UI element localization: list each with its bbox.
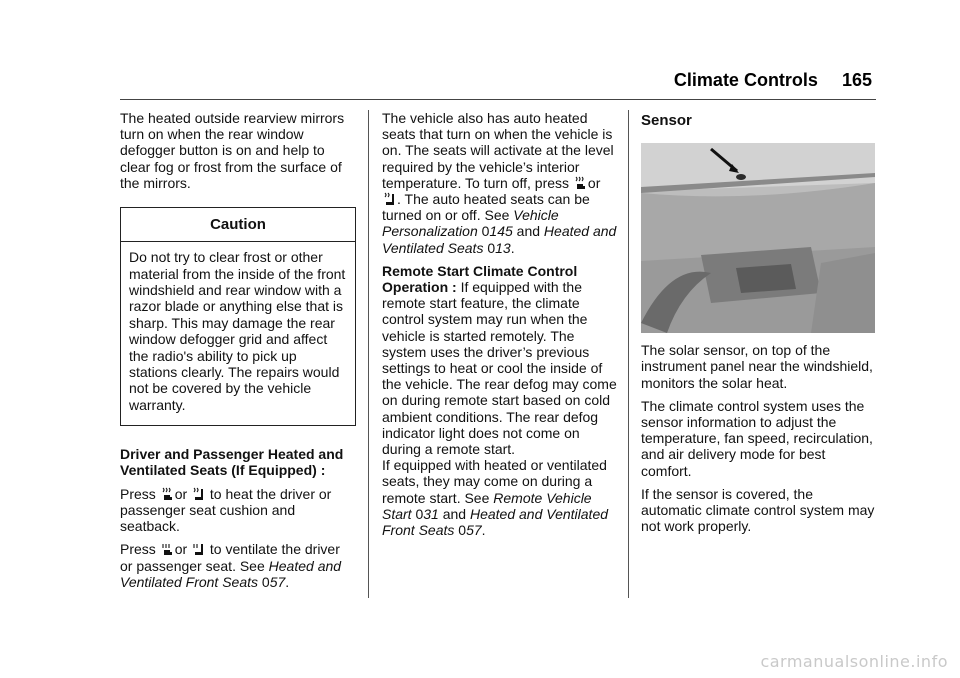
- sensor-paragraph-3: If the sensor is covered, the automatic climate control system may not work properly.: [641, 485, 875, 535]
- heated-seat-icon: [161, 487, 174, 501]
- link-heated-ventilated-front-seats[interactable]: Heated and Ventilated Front Seats: [120, 557, 342, 590]
- sensor-heading: Sensor: [641, 112, 692, 129]
- link-heated-ventilated-seats[interactable]: Heated and Ventilated Seats: [382, 223, 617, 256]
- caution-text: Do not try to clear frost or other material from the inside of the front windshield and rear window with a razor blade or anything else that is sharp. This may damage the rear window defogger grid and affect the radio's ability to pick up stations clearly. The repairs would not be covered by the vehicle warranty.: [129, 249, 346, 413]
- heated-seat-icon: [574, 176, 587, 190]
- ventilated-seatback-icon: [192, 542, 205, 556]
- vent-paragraph: Press or to ventilate the driver or passenger seat. See Heated and Ventilated Front Seats 057.: [120, 541, 342, 590]
- link-heated-ventilated-front-seats[interactable]: Heated and Ventilated Front Seats: [382, 505, 609, 539]
- heated-seats-heading: Driver and Passenger Heated and Ventilated Seats (If Equipped) :: [120, 446, 344, 479]
- link-remote-vehicle-start[interactable]: Remote Vehicle Start: [382, 489, 592, 522]
- sensor-paragraph-2: The climate control system uses the sensor information to adjust the temperature, fan speed, recirculation, and air delivery mode for best comfort.: [641, 397, 873, 479]
- heated-seatback-icon: [192, 487, 205, 501]
- remote-start-heading: Remote Start Climate Control Operation :: [382, 262, 578, 296]
- header-rule: [120, 99, 876, 100]
- column-3: [641, 110, 877, 541]
- caution-box: [120, 207, 356, 426]
- section-title: Climate Controls: [673, 70, 818, 90]
- watermark: carmanualsonline.info: [760, 652, 948, 671]
- column-divider-2: [628, 110, 629, 598]
- column-1: [120, 110, 356, 597]
- column-divider-1: [368, 110, 369, 598]
- mirrors-paragraph: The heated outside rearview mirrors turn on when the rear window defogger button is on and help to clear fog or frost from the surface of the mirrors.: [120, 110, 345, 191]
- link-vehicle-personalization[interactable]: Vehicle Personalization: [382, 207, 559, 240]
- page-header: [674, 70, 872, 91]
- caution-title: Caution: [121, 208, 355, 242]
- page-number: 165: [841, 70, 872, 90]
- heated-seatback-icon: [383, 192, 396, 206]
- remote-seats-paragraph: If equipped with heated or ventilated seats, they may come on during a remote start. See Remote Vehicle Start 031 and Heated and Ventilated Front Seats 057.: [382, 457, 609, 539]
- heat-paragraph: Press or to heat the driver or passenger seat cushion and seatback.: [120, 485, 332, 535]
- solar-sensor-photo: [641, 143, 875, 333]
- sensor-paragraph-1: The solar sensor, on top of the instrument panel near the windshield, monitors the solar heat.: [641, 342, 873, 391]
- remote-start-paragraph: Remote Start Climate Control Operation : If equipped with the remote start feature, the climate control system may run when the vehicle is started remotely. The system uses the driver’s previous settings to heat or cool the inside of the vehicle. The rear defog may come on during remote start based on cold ambient conditions. The rear defog indicator light does not come on during a remote start.: [382, 262, 617, 458]
- ventilated-seat-icon: [161, 542, 174, 556]
- column-2: [382, 110, 618, 545]
- auto-heated-paragraph: The vehicle also has auto heated seats that turn on when the vehicle is on. The seats will activate at the level required by the vehicle’s interior temperature. To turn off, press or . The auto heated seats can be turned on or off. See Vehicle Personalization 0145 and Heated and Ventilated Seats 013.: [382, 110, 617, 256]
